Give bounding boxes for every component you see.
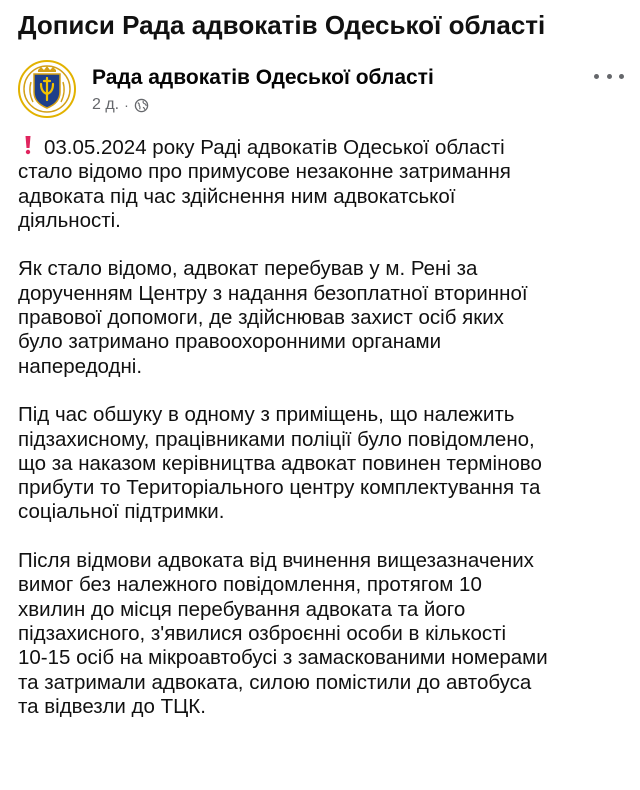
- post-body: [18, 134, 626, 743]
- post-line: та затримали адвоката, силою помістили до автобуса: [18, 670, 532, 694]
- post-line: соціальної підтримки.: [18, 500, 225, 524]
- post-line: вимог без належного повідомлення, протягом 10: [18, 573, 482, 597]
- post-line: адвоката під час здійснення ним адвокатської: [18, 184, 456, 208]
- author-name[interactable]: Рада адвокатів Одеської області: [92, 66, 434, 89]
- more-dot: [594, 74, 599, 79]
- post-line: що за наказом керівництва адвокат повинен терміново: [18, 451, 542, 475]
- post-paragraph: [18, 134, 626, 233]
- post-line: та відвезли до ТЦК.: [18, 694, 206, 718]
- post-meta: [92, 96, 149, 114]
- post-line: хвилин до місця перебування адвоката та його: [18, 597, 466, 621]
- post-line: 10-15 осіб на мікроавтобусі з замаскованими номерами: [18, 646, 548, 670]
- post-line: прибути то Територіального центру комплектування та: [18, 476, 541, 500]
- post-line: Після відмови адвоката від вчинення вищезазначених: [18, 549, 534, 573]
- post-line: правової допомоги, де здійснював захист осіб яких: [18, 306, 504, 330]
- coat-of-arms-icon: [20, 62, 74, 116]
- post-line: [18, 134, 626, 160]
- post-paragraph: [18, 549, 626, 719]
- post-line: стало відомо про примусове незаконне затримання: [18, 160, 511, 184]
- more-dot: [619, 74, 624, 79]
- avatar[interactable]: [18, 60, 76, 118]
- post-line-text: 03.05.2024 року Раді адвокатів Одеської області: [44, 136, 505, 159]
- post-line: напередодні.: [18, 354, 143, 378]
- post-line: діяльності.: [18, 208, 121, 232]
- post-line: було затримано правоохоронними органами: [18, 330, 442, 354]
- post-time[interactable]: 2 д.: [92, 96, 120, 113]
- post-line: дорученням Центру з надання безоплатної вторинної: [18, 281, 528, 305]
- meta-separator: ·: [124, 97, 129, 113]
- post-paragraph: [18, 403, 626, 524]
- post-line: Під час обшуку в одному з приміщень, що належить: [18, 403, 515, 427]
- post-line: підзахисному, працівниками поліції було повідомлено,: [18, 427, 535, 451]
- post-paragraph: [18, 257, 626, 378]
- more-options-icon[interactable]: [594, 68, 624, 84]
- post-line: підзахисного, з'явилися озброєнні особи в кількості: [18, 621, 507, 645]
- exclamation-icon: [24, 135, 32, 155]
- globe-icon[interactable]: [134, 98, 149, 113]
- post-header: [18, 60, 628, 124]
- more-dot: [607, 74, 612, 79]
- post-line: Як стало відомо, адвокат перебував у м. Рені за: [18, 257, 478, 281]
- page-heading: Дописи Рада адвокатів Одеської області: [18, 10, 546, 40]
